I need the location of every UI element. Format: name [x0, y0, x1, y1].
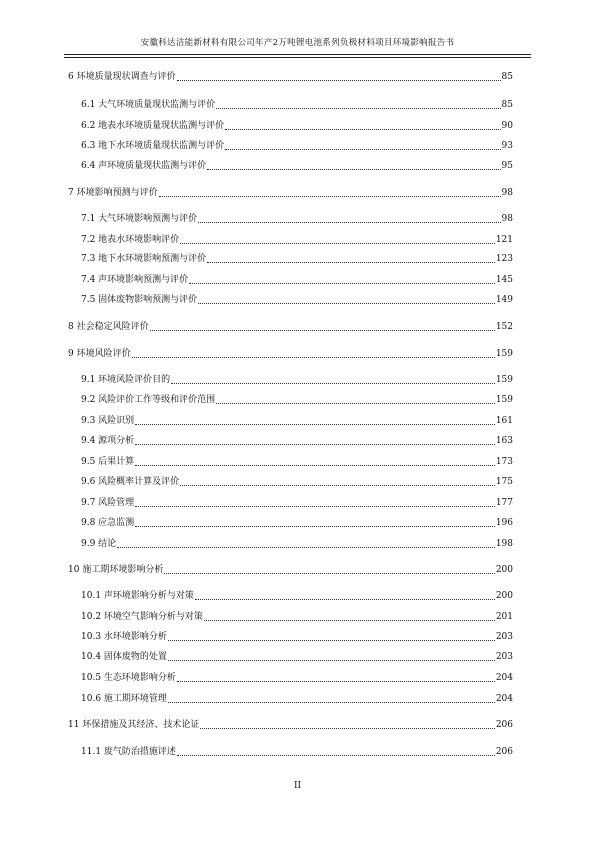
- toc-entry[interactable]: [68, 293, 513, 307]
- toc-entry-page: 98: [501, 214, 513, 224]
- toc-entry-page: 200: [495, 591, 513, 601]
- toc-entry[interactable]: [68, 718, 513, 732]
- toc-entry-title: 9.7 风险管理: [81, 498, 135, 508]
- toc-entry-title: 9.6 风险概率计算及评价: [81, 477, 180, 487]
- toc-entry-page: 159: [495, 375, 513, 385]
- toc-entry-title: 6.2 地表水环境质量现状监测与评价: [81, 121, 225, 131]
- toc-leader-dots: [180, 243, 495, 244]
- toc-entry-title: 6 环境质量现状调查与评价: [68, 72, 176, 82]
- toc-entry[interactable]: [68, 373, 513, 387]
- toc-entry-title: 8 社会稳定风险评价: [68, 322, 149, 332]
- toc-entry-title: 10.5 生态环境影响分析: [81, 673, 176, 683]
- toc-entry-title: 9.3 风险识别: [81, 416, 135, 426]
- toc-entry[interactable]: [68, 434, 513, 448]
- toc-entry-page: 196: [495, 518, 513, 528]
- toc-entry-page: 206: [495, 720, 513, 730]
- toc-entry-page: 206: [495, 747, 513, 757]
- toc-entry-title: 9.1 环境风险评价目的: [81, 375, 171, 385]
- toc-entry-title: 6.1 大气环境质量现状监测与评价: [81, 100, 216, 110]
- toc-entry-page: 159: [495, 395, 513, 405]
- toc-entry-title: 9 环境风险评价: [68, 349, 131, 359]
- toc-entry-title: 9.2 风险评价工作等级和评价范围: [81, 395, 216, 405]
- toc-leader-dots: [216, 403, 495, 404]
- toc-entry-page: 163: [495, 436, 513, 446]
- toc-leader-dots: [164, 573, 494, 574]
- toc-entry[interactable]: [68, 320, 513, 334]
- toc-leader-dots: [168, 660, 495, 661]
- toc-entry-page: 93: [501, 141, 513, 151]
- toc-leader-dots: [135, 465, 495, 466]
- toc-entry[interactable]: [68, 650, 513, 664]
- toc-entry[interactable]: [68, 98, 513, 112]
- document-header: 安徽科达洁能新材料有限公司年产2万吨锂电池系列负极材料项目环境影响报告书: [64, 36, 531, 55]
- toc-entry-page: 85: [501, 72, 513, 82]
- toc-leader-dots: [198, 303, 495, 304]
- toc-entry-title: 7.4 声环境影响预测与评价: [81, 275, 189, 285]
- toc-leader-dots: [198, 222, 500, 223]
- toc-leader-dots: [180, 485, 495, 486]
- toc-entry-title: 10 施工期环境影响分析: [68, 565, 164, 575]
- toc-entry-page: 85: [501, 100, 513, 110]
- toc-entry[interactable]: [68, 393, 513, 407]
- toc-entry-title: 9.5 后果计算: [81, 457, 135, 467]
- toc-entry-page: 203: [495, 652, 513, 662]
- toc-entry-title: 7.5 固体废物影响预测与评价: [81, 295, 198, 305]
- toc-entry[interactable]: [68, 475, 513, 489]
- toc-entry[interactable]: [68, 70, 513, 84]
- toc-leader-dots: [200, 728, 494, 729]
- toc-entry-page: 173: [495, 457, 513, 467]
- toc-leader-dots: [195, 599, 495, 600]
- toc-leader-dots: [189, 283, 495, 284]
- toc-entry[interactable]: [68, 563, 513, 577]
- toc-entry-page: 201: [495, 612, 513, 622]
- toc-entry-title: 7.3 地下水环境影响预测与评价: [81, 254, 207, 264]
- toc-leader-dots: [177, 681, 495, 682]
- toc-leader-dots: [177, 755, 495, 756]
- toc-leader-dots: [207, 262, 495, 263]
- toc-entry[interactable]: [68, 159, 513, 173]
- toc-leader-dots: [135, 424, 495, 425]
- toc-leader-dots: [135, 444, 495, 445]
- toc-entry[interactable]: [68, 692, 513, 706]
- toc-entry[interactable]: [68, 496, 513, 510]
- toc-leader-dots: [168, 640, 495, 641]
- toc-entry-page: 145: [495, 275, 513, 285]
- toc-leader-dots: [216, 108, 500, 109]
- toc-entry-title: 7 环境影响预测与评价: [68, 188, 158, 198]
- toc-entry-title: 9.9 结论: [81, 539, 117, 549]
- toc-entry[interactable]: [68, 537, 513, 551]
- toc-entry-page: 198: [495, 539, 513, 549]
- toc-leader-dots: [225, 149, 500, 150]
- toc-entry-page: 203: [495, 632, 513, 642]
- toc-entry-page: 95: [501, 161, 513, 171]
- toc-leader-dots: [135, 526, 495, 527]
- toc-entry-title: 7.1 大气环境影响预测与评价: [81, 214, 198, 224]
- toc-entry-title: 10.4 固体废物的处置: [81, 652, 167, 662]
- toc-entry[interactable]: [68, 119, 513, 133]
- toc-entry[interactable]: [68, 610, 513, 624]
- toc-entry-page: 149: [495, 295, 513, 305]
- toc-leader-dots: [135, 506, 495, 507]
- toc-leader-dots: [159, 196, 501, 197]
- toc-entry-page: 121: [495, 235, 513, 245]
- toc-entry-title: 7.2 地表水环境影响评价: [81, 235, 180, 245]
- toc-leader-dots: [117, 547, 495, 548]
- toc-entry[interactable]: [68, 414, 513, 428]
- toc-entry[interactable]: [68, 745, 513, 759]
- toc-entry-page: 152: [495, 322, 513, 332]
- toc-entry-title: 10.6 施工期环境管理: [81, 694, 167, 704]
- toc-entry-title: 11 环保措施及其经济、技术论证: [68, 720, 200, 730]
- toc-entry[interactable]: [68, 455, 513, 469]
- toc-entry-page: 90: [501, 121, 513, 131]
- toc-entry-page: 123: [495, 254, 513, 264]
- toc-entry[interactable]: [68, 347, 513, 361]
- toc-entry[interactable]: [68, 139, 513, 153]
- toc-entry[interactable]: [68, 233, 513, 247]
- toc-entry[interactable]: [68, 186, 513, 200]
- page-number: II: [293, 781, 302, 791]
- toc-entry[interactable]: [68, 252, 513, 266]
- toc-leader-dots: [177, 80, 501, 81]
- toc-leader-dots: [225, 129, 500, 130]
- toc-entry[interactable]: [68, 273, 513, 287]
- toc-entry-title: 10.1 声环境影响分析与对策: [81, 591, 194, 601]
- toc-leader-dots: [171, 383, 495, 384]
- toc-entry-page: 175: [495, 477, 513, 487]
- toc-entry-page: 161: [495, 416, 513, 426]
- toc-leader-dots: [168, 702, 495, 703]
- toc-entry[interactable]: [68, 630, 513, 644]
- toc-entry-title: 9.4 源项分析: [81, 436, 135, 446]
- toc-entry[interactable]: [68, 212, 513, 226]
- toc-entry-page: 200: [495, 565, 513, 575]
- toc-entry[interactable]: [68, 516, 513, 530]
- toc-leader-dots: [150, 330, 495, 331]
- toc-entry[interactable]: [68, 589, 513, 603]
- toc-entry-title: 11.1 废气防治措施评述: [81, 747, 176, 757]
- toc-leader-dots: [207, 169, 500, 170]
- toc-entry-page: 159: [495, 349, 513, 359]
- toc-entry-title: 9.8 应急监测: [81, 518, 135, 528]
- toc-entry-title: 6.4 声环境质量现状监测与评价: [81, 161, 207, 171]
- toc-entry[interactable]: [68, 671, 513, 685]
- toc-entry-title: 10.3 水环境影响分析: [81, 632, 167, 642]
- toc-entry-page: 204: [495, 694, 513, 704]
- toc-entry-title: 10.2 环境空气影响分析与对策: [81, 612, 203, 622]
- toc-entry-page: 177: [495, 498, 513, 508]
- toc-leader-dots: [132, 357, 495, 358]
- toc-leader-dots: [204, 620, 495, 621]
- toc-entry-title: 6.3 地下水环境质量现状监测与评价: [81, 141, 225, 151]
- toc-entry-page: 204: [495, 673, 513, 683]
- toc-entry-page: 98: [501, 188, 513, 198]
